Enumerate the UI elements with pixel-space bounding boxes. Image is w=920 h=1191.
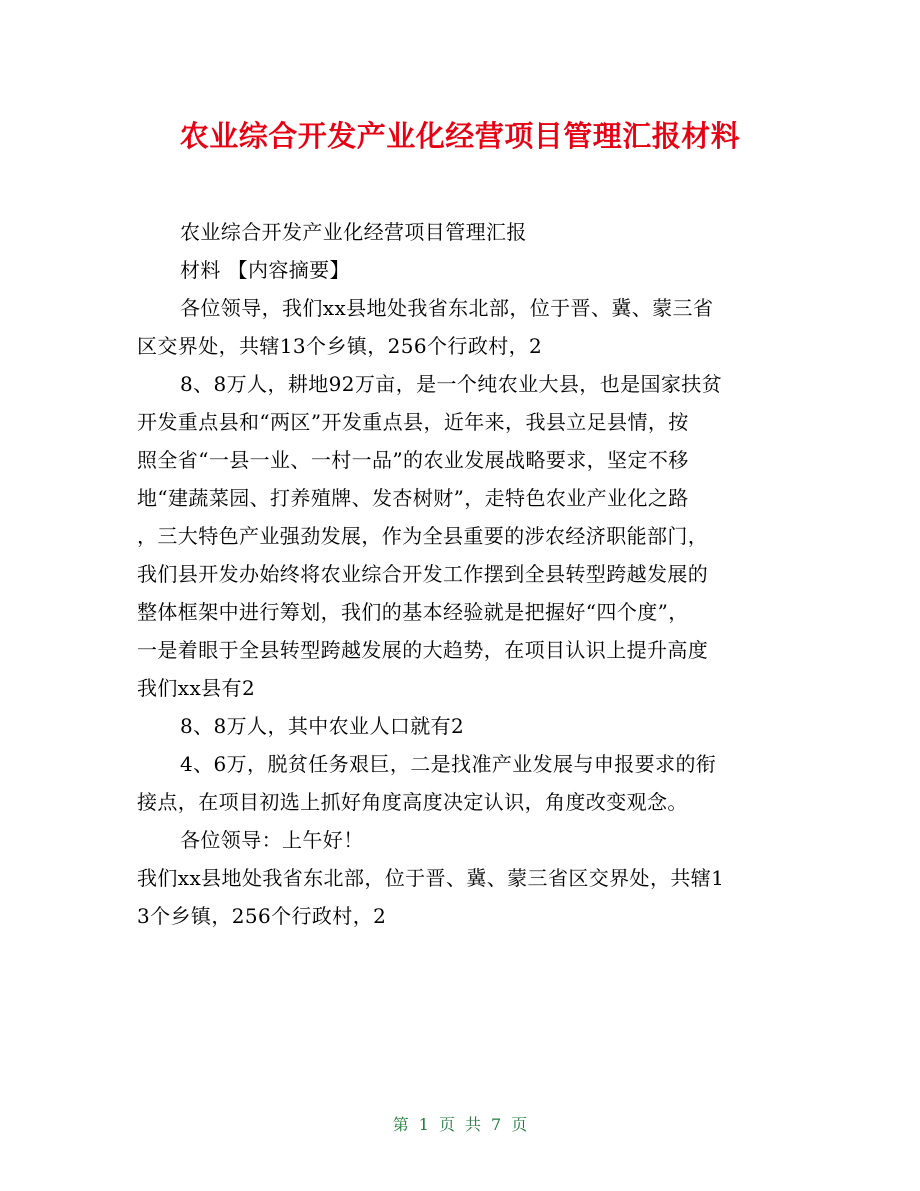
body-line: 我们xx县地处我省东北部，位于晋、冀、蒙三省区交界处，共辖1 — [137, 866, 725, 890]
footer-label-ye2: 页 — [511, 1115, 528, 1134]
body-line: 8、8万人，其中农业人口就有2 — [180, 714, 465, 738]
document-body — [137, 213, 777, 935]
footer-total-pages: 7 — [491, 1115, 502, 1134]
footer-label-di: 第 — [392, 1115, 409, 1134]
body-line: ，三大特色产业强劲发展，作为全县重要的涉农经济职能部门， — [137, 524, 709, 548]
page-footer — [0, 1113, 920, 1137]
body-line: 8、8万人，耕地92万亩，是一个纯农业大县，也是国家扶贫 — [180, 372, 723, 396]
body-line: 材料 【内容摘要】 — [180, 258, 350, 282]
body-line: 区交界处，共辖13个乡镇，256个行政村，2 — [137, 334, 543, 358]
body-line: 照全省“一县一业、一村一品”的农业发展战略要求，坚定不移 — [137, 448, 689, 472]
body-line: 4、6万，脱贫任务艰巨，二是找准产业发展与申报要求的衔 — [180, 752, 717, 776]
body-line: 各位领导：上午好！ — [180, 828, 364, 852]
footer-page-number: 1 — [418, 1115, 429, 1134]
document-title: 农业综合开发产业化经营项目管理汇报材料 — [179, 119, 741, 153]
footer-label-gong: 共 — [465, 1115, 482, 1134]
body-line: 一是着眼于全县转型跨越发展的大趋势，在项目认识上提升高度 — [137, 638, 709, 662]
footer-label-ye: 页 — [438, 1115, 455, 1134]
body-line: 我们县开发办始终将农业综合开发工作摆到全县转型跨越发展的 — [137, 562, 709, 586]
body-line: 开发重点县和“两区”开发重点县，近年来，我县立足县情，按 — [137, 410, 689, 434]
body-line: 地“建蔬菜园、打养殖牌、发杏树财”，走特色农业产业化之路 — [137, 486, 689, 510]
body-line: 整体框架中进行筹划，我们的基本经验就是把握好“四个度”， — [137, 600, 689, 624]
body-line: 3个乡镇，256个行政村，2 — [137, 904, 387, 928]
body-line: 各位领导，我们xx县地处我省东北部，位于晋、冀、蒙三省 — [180, 296, 714, 320]
body-line: 接点，在项目初选上抓好角度高度决定认识，角度改变观念。 — [137, 790, 688, 814]
body-line: 我们xx县有2 — [137, 676, 256, 700]
body-line: 农业综合开发产业化经营项目管理汇报 — [180, 220, 527, 244]
